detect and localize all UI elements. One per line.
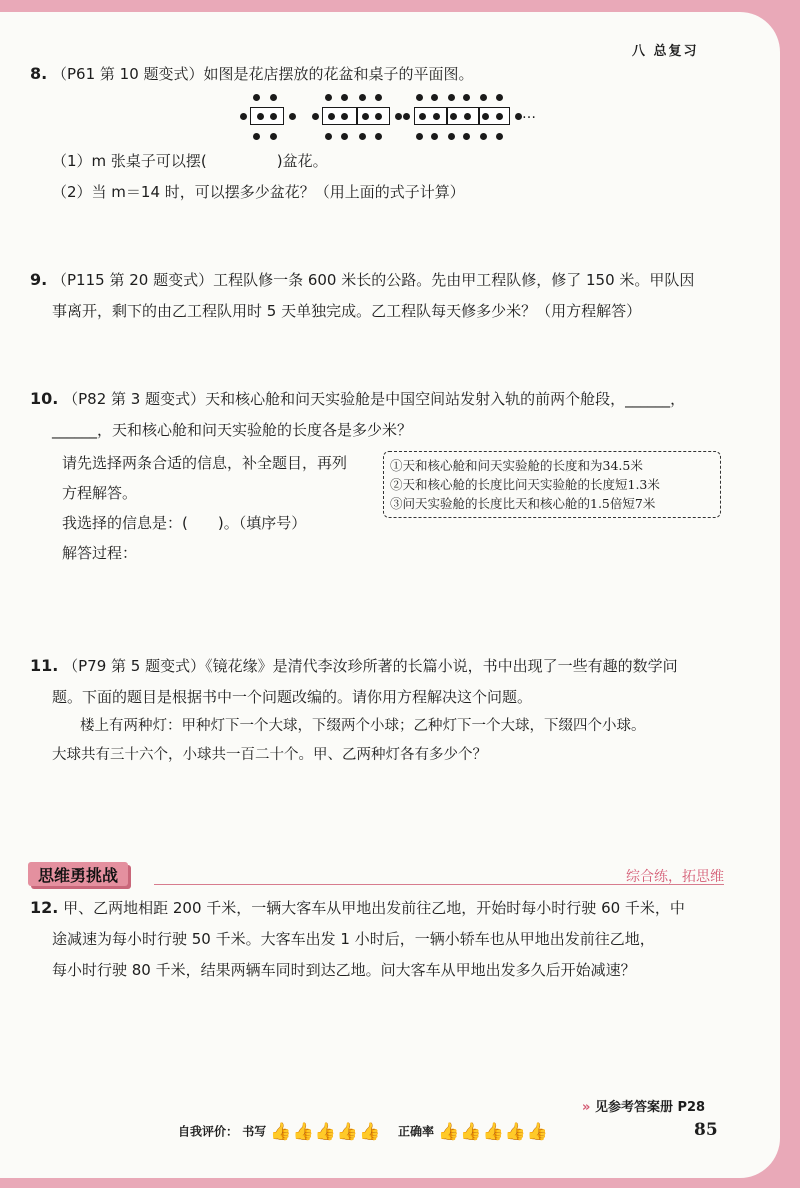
thumbs-up-icon[interactable]: 👍 — [292, 1122, 314, 1142]
question-text-line-1: （P79 第 5 题变式）《镜花缘》是清代李汝珍所著的长篇小说，书中出现了一些有趣的数学问 — [63, 657, 678, 675]
flowerpot — [312, 113, 319, 120]
ellipsis: … — [522, 106, 536, 122]
self-eval-label: 自我评价： — [178, 1124, 239, 1139]
part-1-text-end: )盆花。 — [276, 152, 328, 170]
question-8 — [30, 64, 474, 84]
flowerpot — [240, 113, 247, 120]
answer-reference — [582, 1096, 705, 1115]
question-number: 10. — [30, 389, 59, 408]
flowerpot — [496, 113, 503, 120]
question-text-line-4: 大球共有三十六个，小球共一百二十个。甲、乙两种灯各有多少个？ — [52, 747, 487, 763]
question-number: 9. — [30, 270, 48, 289]
flowerpot — [328, 113, 335, 120]
flowerpot — [480, 94, 487, 101]
table-flowerpot-diagram — [240, 94, 540, 140]
flowerpot — [463, 94, 470, 101]
question-text-line-2: 途减速为每小时行驶 50 千米。大客车出发 1 小时后，一辆小轿车也从甲地出发前往乙地， — [52, 930, 655, 948]
flowerpot — [496, 133, 503, 140]
flowerpot — [270, 113, 277, 120]
flowerpot — [341, 133, 348, 140]
flowerpot — [359, 133, 366, 140]
flowerpot — [496, 94, 503, 101]
question-text-line-2: ______，天和核心舱和问天实验舱的长度各是多少米？ — [52, 421, 413, 439]
flowerpot — [482, 113, 489, 120]
question-instruction-1: 请先选择两条合适的信息，补全题目，再列 — [62, 454, 348, 472]
flowerpot — [375, 133, 382, 140]
flowerpot — [450, 113, 457, 120]
flowerpot — [515, 113, 522, 120]
info-item-1: ①天和核心舱和问天实验舱的长度和为34.5米 — [390, 458, 643, 473]
question-text-line-2: 事离开，剩下的由乙工程队用时 5 天单独完成。乙工程队每天修多少米？（用方程解答） — [52, 302, 642, 320]
flowerpot — [416, 94, 423, 101]
flowerpot — [448, 133, 455, 140]
flowerpot — [375, 113, 382, 120]
question-9 — [30, 270, 694, 290]
thumbs-up-icon[interactable]: 👍 — [526, 1122, 549, 1142]
flowerpot — [480, 133, 487, 140]
flowerpot — [257, 113, 264, 120]
section-subtitle: 综合练，拓思维 — [626, 869, 724, 885]
thumbs-up-icon[interactable]: 👍 — [314, 1122, 336, 1142]
flowerpot — [416, 133, 423, 140]
thumbs-up-icon[interactable]: 👍 — [270, 1122, 292, 1142]
info-item-3: ③问天实验舱的长度比天和核心舱的1.5倍短7米 — [390, 496, 656, 511]
part-1-text: （1）m 张桌子可以摆( — [52, 152, 207, 170]
flowerpot — [464, 113, 471, 120]
question-10 — [30, 389, 685, 409]
question-text-line-2: 题。下面的题目是根据书中一个问题改编的。请你用方程解决这个问题。 — [52, 688, 533, 706]
accuracy-label: 正确率 — [398, 1124, 435, 1139]
thumbs-up-icon[interactable]: 👍 — [460, 1122, 482, 1142]
flowerpot — [362, 113, 369, 120]
flowerpot — [403, 113, 410, 120]
flowerpot — [419, 113, 426, 120]
writing-label: 书写 — [242, 1124, 267, 1139]
question-text-line-1: （P82 第 3 题变式）天和核心舱和问天实验舱是中国空间站发射入轨的前两个舱段，______， — [63, 390, 686, 408]
thumbs-up-icon[interactable]: 👍 — [438, 1122, 460, 1142]
chapter-header: 八 总复习 — [632, 44, 699, 59]
question-8-part-1 — [52, 151, 328, 171]
flowerpot — [395, 113, 402, 120]
table-group-1 — [250, 107, 284, 125]
question-number: 8. — [30, 64, 48, 83]
flowerpot — [341, 113, 348, 120]
question-number: 11. — [30, 656, 59, 675]
page-number: 85 — [694, 1120, 718, 1140]
flowerpot — [325, 133, 332, 140]
selected-info-line: 我选择的信息是：( )。（填序号） — [62, 514, 307, 532]
section-tag: 思维勇挑战 — [28, 862, 128, 886]
thumbs-up-icon[interactable]: 👍 — [482, 1122, 504, 1142]
question-text-line-3: 楼上有两种灯：甲种灯下一个大球，下缀两个小球；乙种灯下一个大球，下缀四个小球。 — [80, 718, 646, 734]
question-11 — [30, 656, 678, 676]
question-stem: （P61 第 10 题变式）如图是花店摆放的花盆和桌子的平面图。 — [52, 65, 474, 83]
flowerpot — [341, 94, 348, 101]
question-8-part-2: （2）当 m＝14 时，可以摆多少盆花？（用上面的式子计算） — [52, 183, 465, 201]
flowerpot — [431, 133, 438, 140]
question-number: 12. — [30, 898, 59, 917]
accuracy-rating[interactable] — [438, 1122, 549, 1142]
question-instruction-2: 方程解答。 — [62, 484, 138, 502]
self-evaluation — [178, 1122, 549, 1142]
section-header — [28, 862, 724, 888]
question-12 — [30, 898, 685, 918]
answer-reference-text: 见参考答案册 P28 — [594, 1100, 706, 1115]
flowerpot — [448, 94, 455, 101]
writing-rating[interactable] — [270, 1122, 385, 1142]
flowerpot — [253, 94, 260, 101]
info-box — [383, 451, 721, 518]
flowerpot — [270, 133, 277, 140]
flowerpot — [431, 94, 438, 101]
question-text-line-1: 甲、乙两地相距 200 千米，一辆大客车从甲地出发前往乙地，开始时每小时行驶 60 千米，中 — [63, 899, 685, 917]
thumbs-up-icon[interactable]: 👍 — [336, 1122, 359, 1142]
flowerpot — [463, 133, 470, 140]
double-chevron-icon: » — [582, 1100, 591, 1115]
thumbs-up-icon[interactable]: 👍 — [359, 1122, 381, 1142]
flowerpot — [375, 94, 382, 101]
question-text-line-3: 每小时行驶 80 千米，结果两辆车同时到达乙地。问大客车从甲地出发多久后开始减速？ — [52, 961, 636, 979]
flowerpot — [253, 133, 260, 140]
flowerpot — [325, 94, 332, 101]
solution-label: 解答过程： — [62, 544, 138, 562]
info-item-2: ②天和核心舱的长度比问天实验舱的长度短1.3米 — [390, 477, 660, 492]
thumbs-up-icon[interactable]: 👍 — [504, 1122, 526, 1142]
flowerpot — [433, 113, 440, 120]
flowerpot — [270, 94, 277, 101]
flowerpot — [289, 113, 296, 120]
question-text-line-1: （P115 第 20 题变式）工程队修一条 600 米长的公路。先由甲工程队修，修了 150 米。甲队因 — [52, 271, 695, 289]
flowerpot — [359, 94, 366, 101]
